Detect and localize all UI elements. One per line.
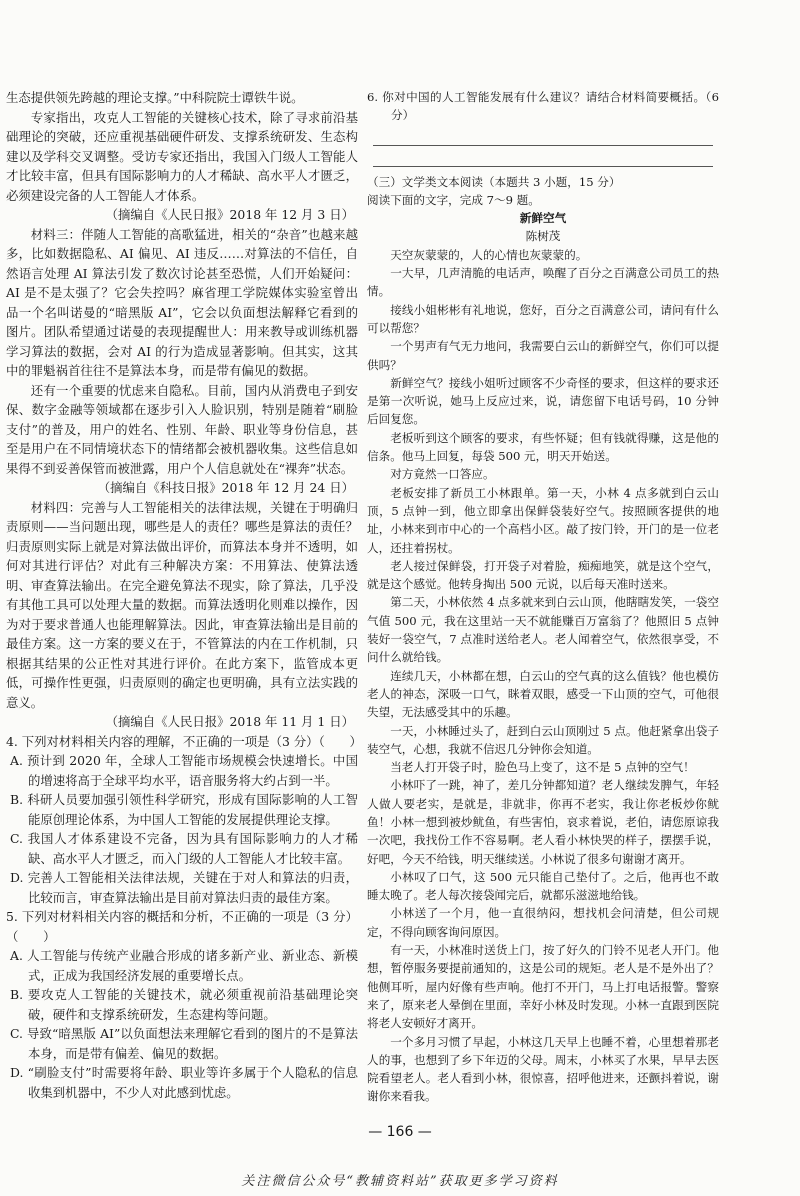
option-b: B. 要攻克人工智能的关键技术，就必须重视前沿基础理论突破，硬件和支撑系统研发，生态建构等问题。: [10, 987, 358, 1022]
material-three: 材料三：伴随人工智能的高歌猛进，相关的“杂音”也越来越多，比如数据隐私、AI 偏见、AI 违反……对算法的不信任，自然语言处理 AI 算法引发了数次讨论甚至恐慌，人们开始疑问：AI 是不是太强了？它会失控吗？麻省理工学院媒体实验室曾出品一个名叫诺曼的“暗黑版 AI”，它会以负面想法解释它看到的图片。团队希望通过诺曼的表现提醒世人：用来教导或训练机器学习算法的数据，会对 AI 的行为造成显著影响。但其实，这其中的罪魁祸首往往不是算法本身，而是带有偏见的数据。: [6, 226, 358, 378]
source-citation: （摘编自《人民日报》2018 年 12 月 3 日）: [105, 207, 354, 222]
paragraph: 天空灰蒙蒙的，人的心情也灰蒙蒙的。: [390, 247, 588, 262]
option-a: A. 预计到 2020 年，全球人工智能市场规模会快速增长。中国的增速将高于全球平均水平，语音服务将大约占到一半。: [10, 753, 358, 788]
right-column: [367, 88, 719, 1106]
paragraph: 老人接过保鲜袋，打开袋子对着脸，痴痴地笑，就是这个空气，就是这个感觉。他转身掏出 500 元说，以后每天准时送来。: [367, 558, 719, 592]
option-d: D. 完善人工智能相关法律法规，关键在于对人和算法的归责，比较而言，审查算法输出是目前对算法归责的最佳方案。: [10, 870, 358, 905]
paragraph: 有一天，小林准时送货上门，按了好久的门铃不见老人开门。他想，暂停服务要提前通知的，这是公司的规矩。老人是不是外出了？他侧耳听，屋内好像有些声响。他打不开门，马上打电话报警。警察来了，原来老人晕倒在里面，幸好小林及时发现。小林一直跟到医院将老人安顿好才离开。: [367, 943, 719, 1031]
source-citation: （摘编自《人民日报》2018 年 11 月 1 日）: [105, 714, 354, 729]
story-author: 陈树茂: [525, 229, 561, 244]
paragraph: 一大早，几声清脆的电话声，唤醒了百分之百满意公司员工的热情。: [367, 266, 719, 299]
paragraph: 一个男声有气无力地问，我需要白云山的新鲜空气，你们可以提供吗？: [367, 339, 719, 372]
paragraph: 专家指出，攻克人工智能的关键核心技术，除了寻求前沿基础理论的突破，还应重视基础硬件研发、支撑系统研发、生态构建以及学科交叉调整。受访专家还指出，我国入门级人工智能人才比较丰富，但具有国际影响力的人才稀缺、高水平人才匮乏，必须建设完备的人工智能人才体系。: [6, 109, 358, 203]
paragraph: 连续几天，小林都在想，白云山的空气真的这么值钱？他也模仿老人的神态，深吸一口气，眯着双眼，感受一下山顶的空气，可他很失望，无法感受其中的乐趣。: [367, 668, 719, 720]
question-4: 4. 下列对材料相关内容的理解，不正确的一项是（3 分）（ ）: [6, 733, 362, 749]
paragraph: 小林叹了口气，这 500 元只能自己垫付了。之后，他再也不敢睡太晚了。老人每次接袋闻完后，就都乐滋滋地给钱。: [367, 869, 719, 903]
left-column: [6, 88, 362, 1102]
paragraph: 还有一个重要的忧虑来自隐私。目前，国内从消费电子到安保、数字金融等领域都在逐步引入人脸识别，特别是随着“刷脸支付”的普及，用户的姓名、性别、年龄、职业等身份信息，甚至是用户在不同情境状态下的情绪都会被机器收集。这些信息如果得不到妥善保管而被泄露，用户个人信息就处在“裸奔”状态。: [6, 382, 358, 476]
paragraph: 小林送了一个月，他一直很纳闷，想找机会问清楚，但公司规定，不得向顾客询问原因。: [367, 906, 719, 939]
paragraph: 一天，小林睡过头了，赶到白云山顶刚过 5 点。他赶紧拿出袋子装空气，心想，我就不信迟几分钟你会知道。: [367, 723, 719, 756]
paragraph: 老板听到这个顾客的要求，有些怀疑；但有钱就得赚，这是他的信条。他马上回复，每袋 500 元，明天开始送。: [367, 430, 719, 464]
question-6: 6. 你对中国的人工智能发展有什么建议？请结合材料简要概括。（6 分）: [367, 90, 719, 123]
section-heading: （三）文学类文本阅读（本题共 3 小题，15 分）: [367, 174, 621, 189]
answer-line: [373, 125, 713, 146]
material-four: 材料四：完善与人工智能相关的法律法规，关键在于明确归责原则——当问题出现，哪些是人的责任？哪些是算法的责任？归责原则实际上就是对算法做出评价，而算法本身并不透明，如何对其进行评估？对此有三种解决方案：不用算法、使算法透明、审查算法输出。在完全避免算法不现实，除了算法，几乎没有其他工具可以处理大量的数据。而算法透明化则难以操作，因为对于要求普通人也能理解算法。因此，审查算法输出是目前的最佳方案。这一方案的要义在于，不管算法的内在工作机制，只根据其结果的公正性对其进行评价。在此方案下，监管成本更低，可操作性更强，归责原则的确定也更明确，具有立法实践的意义。: [6, 499, 358, 710]
page-number: — 166 —: [368, 1124, 432, 1140]
source-citation: （摘编自《科技日报》2018 年 12 月 24 日）: [97, 480, 354, 495]
option-d: D. “刷脸支付”时需要将年龄、职业等许多属于个人隐私的信息收集到机器中，不少人对此感到忧虑。: [10, 1065, 358, 1100]
paragraph: 新鲜空气？接线小姐听过顾客不少奇怪的要求，但这样的要求还是第一次听说，她马上反应过来，说，请您留下电话号码，10 分钟后回复您。: [367, 375, 719, 427]
paragraph: 当老人打开袋子时，脸色马上变了，这不是 5 点钟的空气！: [390, 760, 695, 775]
option-c: C. 我国人才体系建设不完备，因为具有国际影响力的人才稀缺、高水平人才匮乏，而入门级的人工智能人才比较丰富。: [10, 831, 358, 866]
option-c: C. 导致“暗黑版 AI”以负面想法来理解它看到的图片的不是算法本身，而是带有偏差、偏见的数据。: [10, 1026, 358, 1061]
option-a: A. 人工智能与传统产业融合形成的诸多新产业、新业态、新模式，正成为我国经济发展的重要增长点。: [10, 948, 358, 983]
paragraph: 第二天，小林依然 4 点多就来到白云山顶，他瞎瞎发笑，一袋空气值 500 元，我在这里站一天不就能赚百万富翁了？他照旧 5 点钟装好一袋空气，7 点准时送给老人。老人闻着空气，依然很享受，不问什么就给钱。: [367, 595, 719, 665]
answer-line: [373, 146, 713, 167]
option-b: B. 科研人员要加强引领性科学研究，形成有国际影响的人工智能原创理论体系，为中国人工智能的发展提供理论支撑。: [10, 792, 358, 827]
paragraph: 一个多月习惯了早起，小林这几天早上也睡不着，心里想着那老人的事，也想到了乡下年迈的父母。周末，小林买了水果，早早去医院看望老人。老人看到小林，很惊喜，招呼他进来，还颤抖着说，谢谢你来看我。: [367, 1034, 719, 1104]
paragraph: 小林吓了一跳，神了，差几分钟都知道？老人继续发脾气，年轻人做人要老实，是就是，非就非，你再不老实，我让你老板炒你鱿鱼！小林一想到被炒鱿鱼，有些害怕，哀求着说，老伯，请您原谅我一次吧，我找份工作不容易啊。老人看小林快哭的样子，摆摆手说，好吧，今天不给钱，明天继续送。小林说了很多句谢谢才离开。: [367, 778, 719, 866]
paragraph: 对方竟然一口答应。: [390, 467, 495, 482]
paragraph: 老板安排了新员工小林跟单。第一天，小林 4 点多就到白云山顶，5 点钟一到，他立即拿出保鲜袋装好空气。按照顾客提供的地址，小林来到市中心的一个高档小区。敲了按门铃，开门的是一位老人，还拄着拐杖。: [367, 485, 719, 555]
paragraph: 接线小姐彬彬有礼地说，您好，百分之百满意公司，请问有什么可以帮您？: [367, 302, 719, 335]
paragraph: 生态提供领先跨越的理论支撑。”中科院院士谭铁牛说。: [6, 90, 304, 105]
story-title: 新鲜空气: [519, 211, 567, 226]
instructions: 阅读下面的文字，完成 7～9 题。: [367, 192, 540, 207]
question-5: 5. 下列对材料相关内容的概括和分析，不正确的一项是（3 分）（ ）: [6, 909, 358, 944]
footer-note: 关注微信公众号“教辅资料站”获取更多学习资料: [241, 1174, 559, 1189]
